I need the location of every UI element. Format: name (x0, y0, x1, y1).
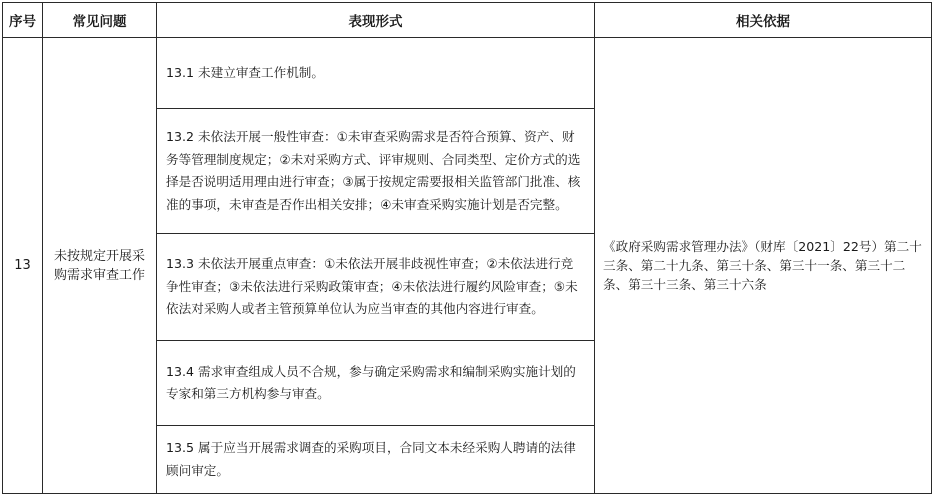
form-item-13-2: 13.2 未依法开展一般性审查：①未审查采购需求是否符合预算、资产、财务等管理制度规定；②未对采购方式、评审规则、合同类型、定价方式的选择是否说明适用理由进行审查；③属于按规定需要报相关监管部门批准、核准的事项，未审查是否作出相关安排；④未审查采购实施计划是否完整。 (157, 109, 595, 234)
issue-cell: 未按规定开展采购需求审查工作 (43, 38, 157, 494)
header-basis: 相关依据 (595, 3, 932, 38)
table-body (3, 38, 932, 494)
form-item-13-5: 13.5 属于应当开展需求调查的采购项目，合同文本未经采购人聘请的法律顾问审定。 (157, 426, 595, 494)
table-header (3, 3, 932, 38)
header-form: 表现形式 (157, 3, 595, 38)
issues-table (2, 2, 932, 494)
form-item-13-1: 13.1 未建立审查工作机制。 (157, 38, 595, 109)
regulation-table-page (2, 2, 931, 496)
row-number: 13 (3, 38, 43, 494)
form-item-13-4: 13.4 需求审查组成人员不合规，参与确定采购需求和编制采购实施计划的专家和第三方机构参与审查。 (157, 341, 595, 426)
table-row (3, 38, 932, 109)
form-item-13-3: 13.3 未依法开展重点审查：①未依法开展非歧视性审查；②未依法进行竞争性审查；③未依法进行采购政策审查；④未依法进行履约风险审查；⑤未依法对采购人或者主管预算单位认为应当审查的其他内容进行审查。 (157, 234, 595, 341)
header-issue: 常见问题 (43, 3, 157, 38)
header-no: 序号 (3, 3, 43, 38)
basis-cell: 《政府采购需求管理办法》（财库〔2021〕22号）第二十三条、第二十九条、第三十条、第三十一条、第三十二条、第三十三条、第三十六条 (595, 38, 932, 494)
